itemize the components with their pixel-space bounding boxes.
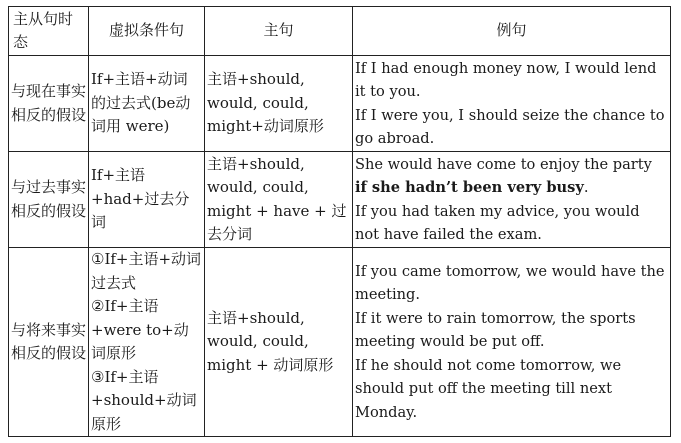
condition-text: If+主语+had+过去分词 — [91, 166, 190, 232]
tense-cell — [9, 56, 89, 152]
example-sentence: If I had enough money now, I would lend it to you. — [355, 59, 657, 100]
header-main-clause: 主句 — [205, 7, 353, 56]
main-clause-cell — [205, 248, 353, 437]
condition-text: If+主语+动词的过去式(be动词用 were) — [91, 70, 191, 136]
table-row — [9, 56, 671, 152]
main-clause-cell — [205, 152, 353, 248]
header-condition: 虚拟条件句 — [89, 7, 205, 56]
tense-cell — [9, 248, 89, 437]
example-sentence: If you came tomorrow, we would have the meeting. — [355, 262, 665, 304]
table-row — [9, 152, 671, 248]
subjunctive-table — [8, 6, 671, 437]
header-row — [9, 7, 671, 56]
condition-option: ③If+主语+should+动词原形 — [91, 367, 197, 433]
condition-cell — [89, 248, 205, 437]
example-sentence: If I were you, I should seize the chance to go abroad. — [355, 106, 665, 147]
example-sentence — [355, 153, 668, 200]
table-row — [9, 248, 671, 437]
condition-cell — [89, 152, 205, 248]
example-plain-text: She would have come to enjoy the party — [355, 155, 652, 173]
examples-cell — [353, 152, 671, 248]
main-clause-cell — [205, 56, 353, 152]
condition-option: ①If+主语+动词过去式 — [91, 250, 202, 292]
examples-cell — [353, 248, 671, 437]
main-clause-text: 主语+should, would, could, might + have + 过去分词 — [207, 154, 347, 243]
tense-text: 与过去事实相反的假设 — [11, 178, 87, 220]
header-examples: 例句 — [353, 7, 671, 56]
example-sentence: If he should not come tomorrow, we should put off the meeting till next Monday. — [355, 356, 622, 421]
example-bold-text: if she hadn’t been very busy — [355, 179, 584, 196]
condition-cell — [89, 56, 205, 152]
main-clause-text: 主语+should, would, could, might+动词原形 — [207, 70, 324, 136]
example-sentence: If you had taken my advice, you would not have failed the exam. — [355, 202, 640, 243]
tense-text: 与现在事实相反的假设 — [11, 82, 87, 124]
tense-cell — [9, 152, 89, 248]
tense-text: 与将来事实相反的假设 — [11, 320, 87, 362]
example-sentence: If it were to rain tomorrow, the sports meeting would be put off. — [355, 309, 636, 351]
condition-option: ②If+主语+were to+动词原形 — [91, 297, 189, 362]
main-clause-text: 主语+should, would, could, might + 动词原形 — [207, 308, 334, 374]
header-tense: 主从句时态 — [9, 7, 89, 56]
examples-cell — [353, 56, 671, 152]
example-period: . — [583, 179, 589, 196]
